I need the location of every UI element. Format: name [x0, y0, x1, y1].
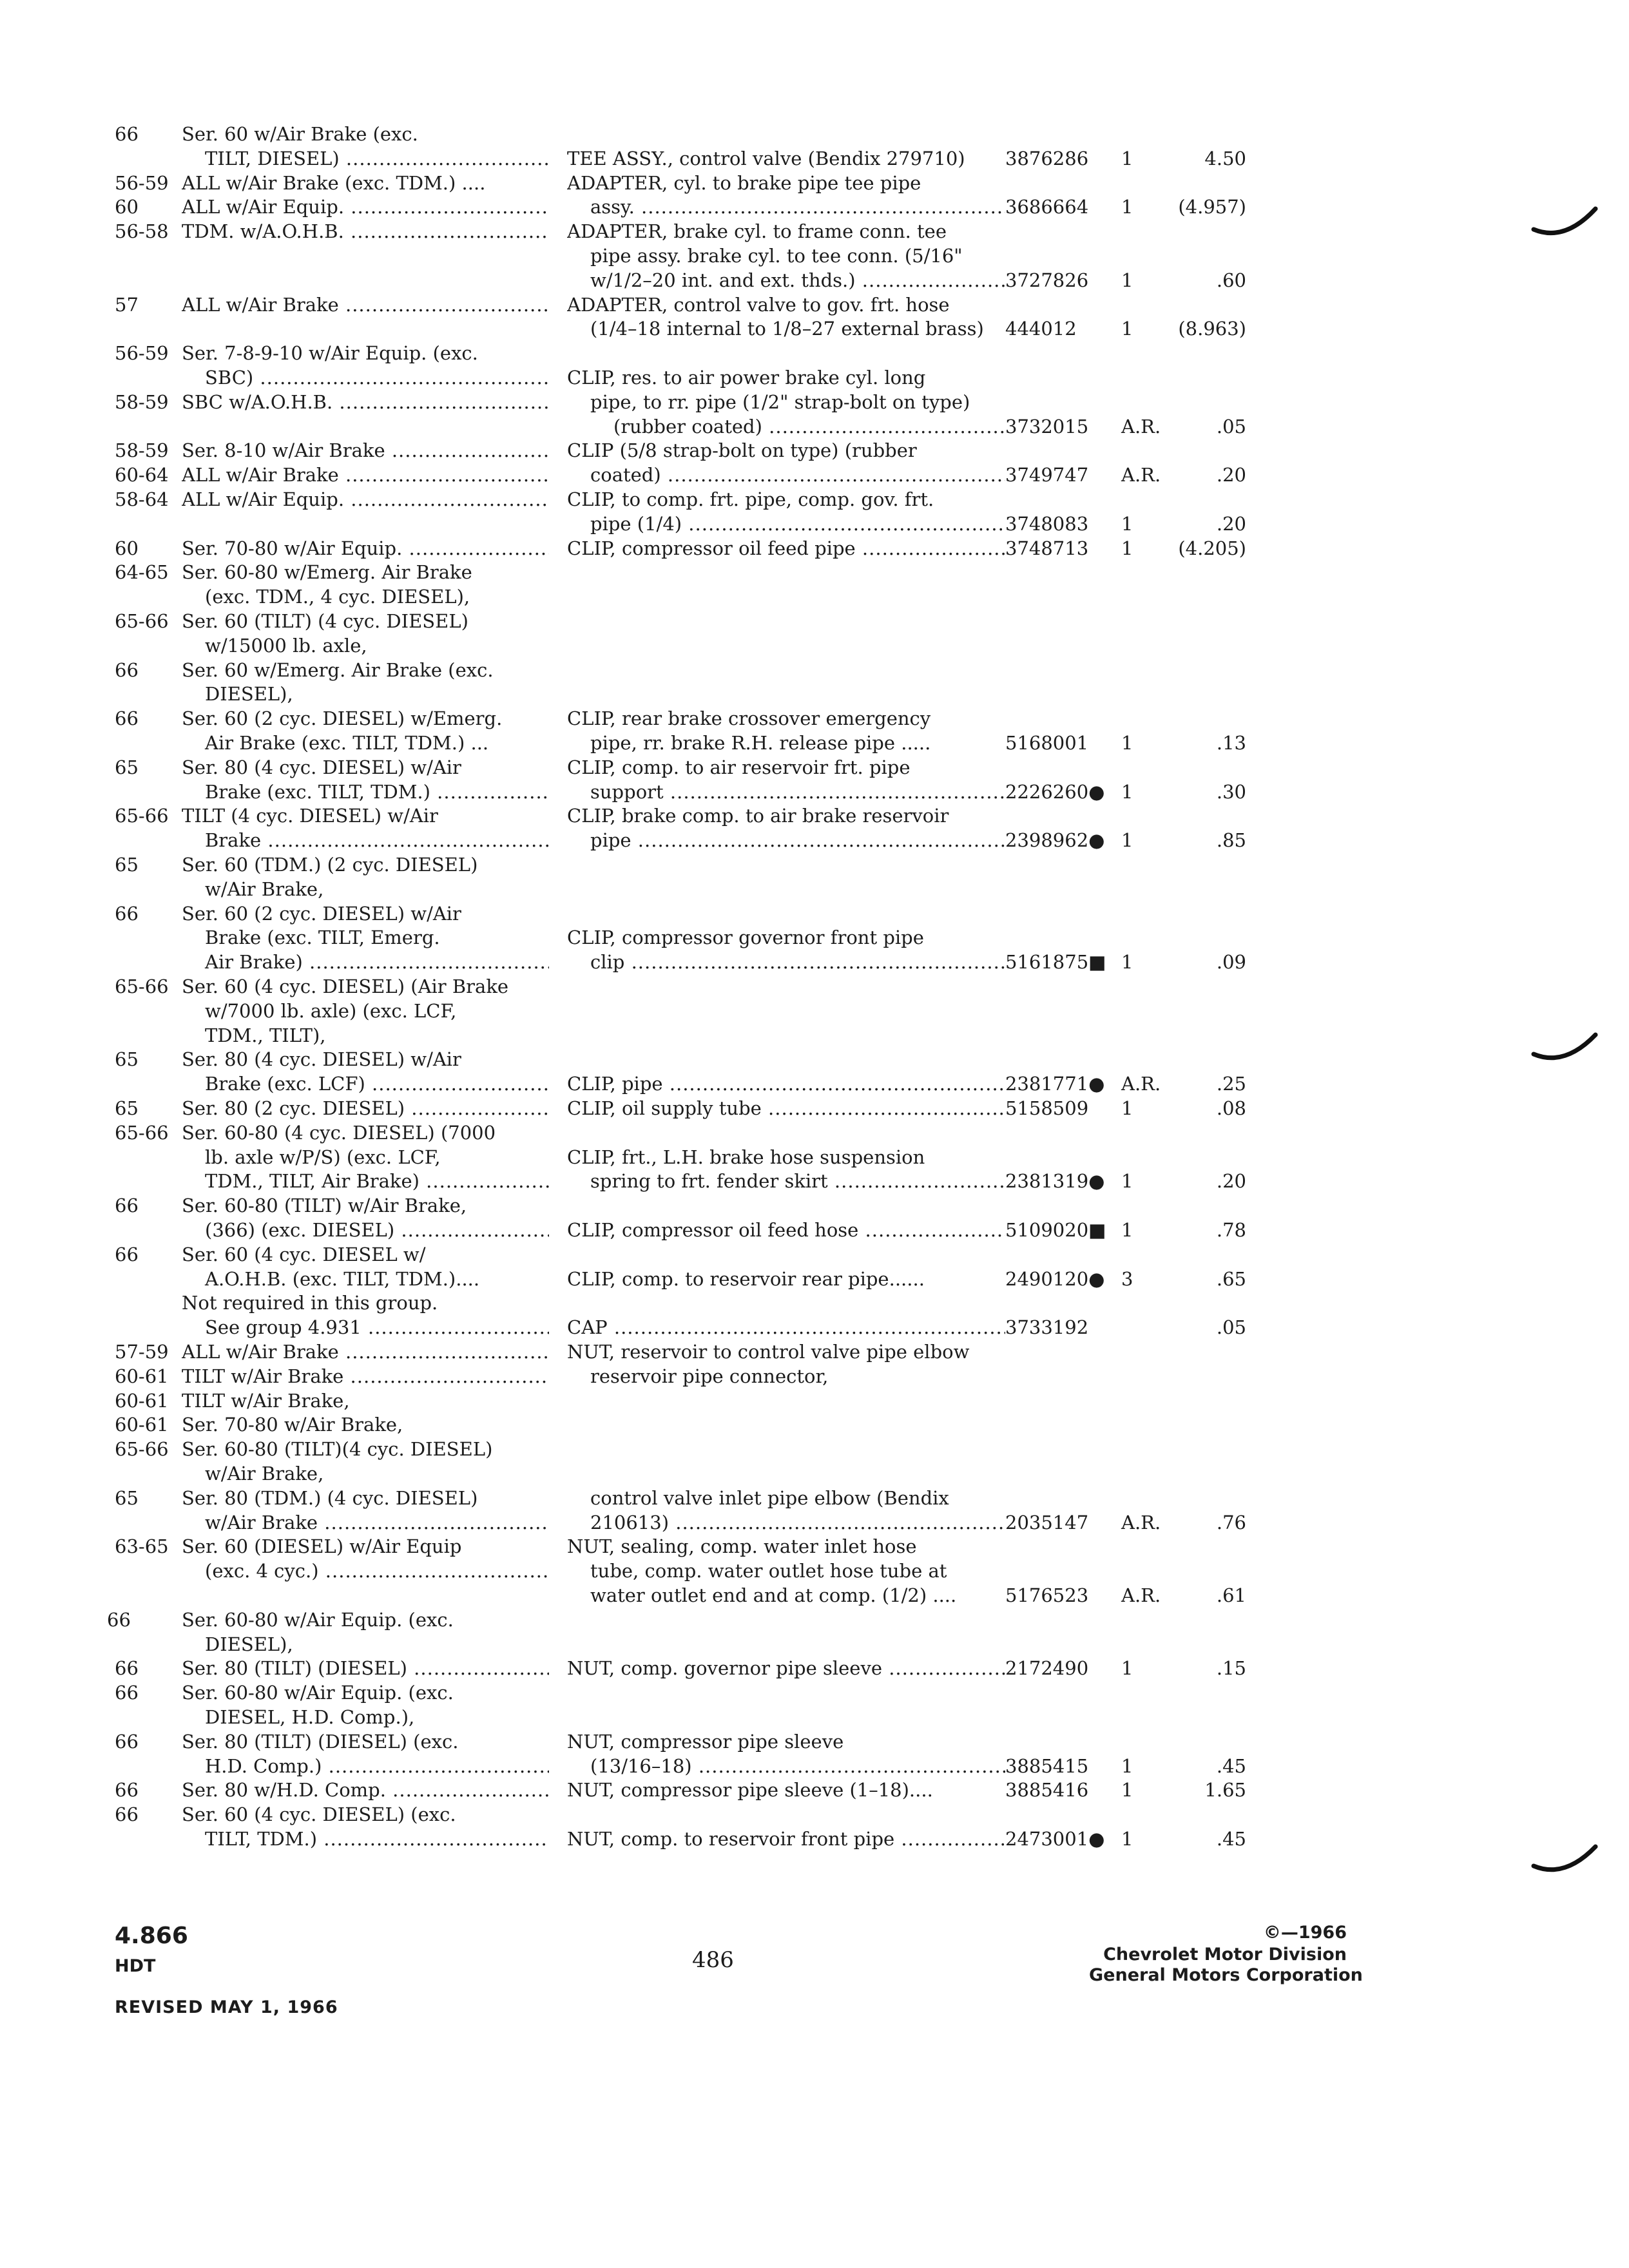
row-year: 65-66 [115, 610, 169, 632]
row-quantity: 1 [1121, 1755, 1133, 1777]
row-part-number: 2381319● [1005, 1170, 1105, 1192]
row-price: .61 [1216, 1584, 1246, 1606]
row-description: pipe (1/4) ..... [567, 511, 1005, 537]
row-model: w/Air Brake ..... [182, 1510, 549, 1535]
row-year: 66 [115, 1244, 139, 1265]
row-model: ALL w/Air Brake ..... [182, 1339, 549, 1365]
row-model: Ser. 80 (TILT) (DIESEL) ..... [182, 1655, 549, 1681]
row-description: (rubber coated) ..... [567, 414, 1005, 439]
row-year: 65 [115, 756, 139, 778]
row-part-number: 3749747 [1005, 464, 1089, 486]
row-model: ALL w/Air Equip. ..... [182, 486, 549, 512]
row-model: TILT w/Air Brake, [182, 1390, 350, 1412]
row-model: Ser. 60-80 w/Emerg. Air Brake [182, 561, 472, 583]
row-model: TILT, DIESEL) ..... [182, 146, 549, 171]
row-price: .45 [1216, 1755, 1246, 1777]
row-model: DIESEL), [205, 683, 293, 705]
row-year: 58-59 [115, 391, 169, 413]
row-model: (exc. 4 cyc.) ..... [182, 1558, 549, 1584]
row-model: Brake ..... [182, 827, 549, 853]
row-price: 1.65 [1204, 1779, 1246, 1801]
row-model: Ser. 60 (2 cyc. DIESEL) w/Emerg. [182, 707, 503, 729]
row-description: reservoir pipe connector, [590, 1365, 829, 1387]
row-part-number: 3686664 [1005, 196, 1089, 218]
row-description: CLIP, frt., L.H. brake hose suspension [567, 1146, 925, 1168]
row-price: .45 [1216, 1828, 1246, 1850]
row-part-number: 2035147 [1005, 1512, 1089, 1533]
row-quantity: 1 [1121, 537, 1133, 559]
row-quantity: 1 [1121, 196, 1133, 218]
row-year: 57 [115, 294, 139, 316]
row-model: Ser. 80 w/H.D. Comp. ..... [182, 1777, 549, 1803]
row-description: w/1/2–20 int. and ext. thds.) ..... [567, 267, 1005, 293]
row-description: CLIP, brake comp. to air brake reservoir [567, 805, 949, 827]
row-description: pipe assy. brake cyl. to tee conn. (5/16" [590, 245, 963, 267]
row-model: ALL w/Air Equip. ..... [182, 194, 549, 220]
row-part-number: 2226260● [1005, 781, 1105, 803]
row-year: 65-66 [115, 805, 169, 827]
row-description: CLIP (5/8 strap-bolt on type) (rubber [567, 439, 917, 461]
row-model: TDM., TILT), [205, 1024, 326, 1046]
row-description: TEE ASSY., control valve (Bendix 279710) [567, 148, 965, 169]
row-quantity: 1 [1121, 1219, 1133, 1241]
row-quantity: 3 [1121, 1268, 1133, 1290]
row-year: 65-66 [115, 975, 169, 997]
row-part-number: 5109020■ [1005, 1219, 1106, 1241]
row-model: ALL w/Air Brake (exc. TDM.) .... [182, 172, 486, 194]
copyright-notice: ©—1966 [1263, 1923, 1347, 1943]
row-year: 66 [115, 123, 139, 145]
row-year: 65 [115, 1487, 139, 1509]
row-model: Air Brake) ..... [182, 949, 549, 975]
row-model: Ser. 60 w/Air Brake (exc. [182, 123, 418, 145]
row-model: Ser. 60-80 (TILT)(4 cyc. DIESEL) [182, 1438, 493, 1460]
row-model: lb. axle w/P/S) (exc. LCF, [205, 1146, 441, 1168]
row-year: 66 [115, 1195, 139, 1216]
row-year: 65 [115, 854, 139, 876]
row-quantity: 1 [1121, 829, 1133, 851]
row-price: .25 [1216, 1073, 1246, 1095]
row-quantity: A.R. [1121, 464, 1161, 486]
row-year: 66 [115, 903, 139, 925]
row-year: 65-66 [115, 1122, 169, 1144]
row-year: 66 [115, 1779, 139, 1801]
margin-mark-1 [1531, 205, 1602, 244]
row-description: (1/4–18 internal to 1/8–27 external brass) [590, 318, 984, 340]
row-part-number: 3876286 [1005, 148, 1089, 169]
row-year: 66 [115, 659, 139, 681]
row-quantity: 1 [1121, 781, 1133, 803]
row-model: TILT, TDM.) ..... [182, 1826, 549, 1852]
row-year: 66 [115, 1731, 139, 1753]
row-part-number: 5158509 [1005, 1097, 1089, 1119]
row-model: Ser. 60 (TILT) (4 cyc. DIESEL) [182, 610, 468, 632]
row-description: CLIP, compressor oil feed hose ..... [567, 1217, 1005, 1243]
row-year: 57-59 [115, 1341, 169, 1363]
row-year: 58-59 [115, 439, 169, 461]
row-quantity: 1 [1121, 148, 1133, 169]
row-description: ADAPTER, control valve to gov. frt. hose [567, 294, 950, 316]
row-model: w/15000 lb. axle, [205, 635, 367, 657]
row-model: ALL w/Air Brake ..... [182, 462, 549, 488]
row-model: TILT (4 cyc. DIESEL) w/Air [182, 805, 438, 827]
row-price: .60 [1216, 269, 1246, 291]
row-description: CLIP, res. to air power brake cyl. long [567, 367, 926, 389]
row-model: Ser. 8-10 w/Air Brake ..... [182, 437, 549, 463]
row-description: pipe, rr. brake R.H. release pipe ..... [590, 732, 931, 754]
row-part-number: 5168001 [1005, 732, 1089, 754]
row-description: assy. ..... [567, 194, 1005, 220]
row-year: 56-59 [115, 172, 169, 194]
row-description: NUT, compressor pipe sleeve [567, 1731, 844, 1753]
row-model: w/7000 lb. axle) (exc. LCF, [205, 1000, 457, 1022]
row-description: NUT, comp. to reservoir front pipe ..... [567, 1826, 1005, 1852]
row-model: Ser. 60-80 (TILT) w/Air Brake, [182, 1195, 467, 1216]
row-part-number: 2172490 [1005, 1657, 1089, 1679]
row-quantity: 1 [1121, 732, 1133, 754]
row-price: .20 [1216, 464, 1246, 486]
row-model: Brake (exc. TILT, TDM.) ..... [182, 779, 549, 805]
row-model: ALL w/Air Brake ..... [182, 292, 549, 318]
row-quantity: A.R. [1121, 1584, 1161, 1606]
row-year: 56-58 [115, 220, 169, 242]
row-part-number: 3748083 [1005, 513, 1089, 535]
row-description: (13/16–18) ..... [567, 1753, 1005, 1779]
margin-mark-3 [1531, 1843, 1602, 1881]
row-model: Brake (exc. LCF) ..... [182, 1071, 549, 1097]
row-model: DIESEL, H.D. Comp.), [205, 1706, 415, 1728]
row-quantity: A.R. [1121, 1512, 1161, 1533]
row-model: Ser. 60 (TDM.) (2 cyc. DIESEL) [182, 854, 478, 876]
row-part-number: 3727826 [1005, 269, 1089, 291]
row-description: 210613) ..... [567, 1510, 1005, 1535]
row-model: Ser. 80 (TDM.) (4 cyc. DIESEL) [182, 1487, 478, 1509]
row-description: CLIP, pipe ..... [567, 1071, 1005, 1097]
row-year: 60-61 [115, 1365, 169, 1387]
row-description: ADAPTER, brake cyl. to frame conn. tee [567, 220, 947, 242]
row-part-number: 3733192 [1005, 1316, 1089, 1338]
row-model: (exc. TDM., 4 cyc. DIESEL), [205, 586, 470, 608]
row-price: (8.963) [1178, 318, 1246, 340]
row-model: (366) (exc. DIESEL) ..... [182, 1217, 549, 1243]
row-model: Ser. 60-80 w/Air Equip. (exc. [182, 1609, 454, 1631]
row-model: Ser. 60-80 (4 cyc. DIESEL) (7000 [182, 1122, 496, 1144]
row-description: NUT, comp. governor pipe sleeve ..... [567, 1655, 1005, 1681]
row-year: 60 [115, 537, 139, 559]
row-model: w/Air Brake, [205, 878, 324, 900]
row-year: 60-61 [115, 1414, 169, 1436]
corporation-name: General Motors Corporation [1089, 1965, 1363, 1985]
row-model: Ser. 80 (TILT) (DIESEL) (exc. [182, 1731, 459, 1753]
row-year: 60-61 [115, 1390, 169, 1412]
row-year: 65-66 [115, 1438, 169, 1460]
series-label: HDT [115, 1956, 156, 1976]
row-quantity: 1 [1121, 318, 1133, 340]
row-description: pipe ..... [567, 827, 1005, 853]
row-model: Ser. 60-80 w/Air Equip. (exc. [182, 1682, 454, 1704]
row-model: w/Air Brake, [205, 1463, 324, 1485]
row-price: (4.957) [1178, 196, 1246, 218]
row-description: clip ..... [567, 949, 1005, 975]
row-model: Ser. 70-80 w/Air Equip. ..... [182, 535, 549, 561]
row-year: 65 [115, 1097, 139, 1119]
row-description: CLIP, to comp. frt. pipe, comp. gov. frt. [567, 488, 934, 510]
row-quantity: A.R. [1121, 416, 1161, 437]
row-price: .20 [1216, 513, 1246, 535]
row-year: 60-64 [115, 464, 169, 486]
row-price: .78 [1216, 1219, 1246, 1241]
row-year: 66 [115, 1682, 139, 1704]
row-price: .15 [1216, 1657, 1246, 1679]
row-price: .05 [1216, 1316, 1246, 1338]
row-part-number: 2473001● [1005, 1828, 1105, 1850]
row-model: A.O.H.B. (exc. TILT, TDM.).... [205, 1268, 480, 1290]
row-description: ADAPTER, cyl. to brake pipe tee pipe [567, 172, 921, 194]
row-description: CLIP, compressor oil feed pipe ..... [567, 535, 1005, 561]
row-part-number: 2398962● [1005, 829, 1105, 851]
row-description: tube, comp. water outlet hose tube at [590, 1560, 947, 1582]
row-price: .09 [1216, 951, 1246, 973]
row-model: Ser. 80 (2 cyc. DIESEL) ..... [182, 1095, 549, 1121]
row-model: Ser. 80 (4 cyc. DIESEL) w/Air [182, 1048, 461, 1070]
group-number: 4.866 [115, 1923, 188, 1949]
row-year: 66 [107, 1609, 131, 1631]
row-price: .76 [1216, 1512, 1246, 1533]
row-year: 56-59 [115, 342, 169, 364]
row-quantity: 1 [1121, 1170, 1133, 1192]
row-price: (4.205) [1178, 537, 1246, 559]
row-description: control valve inlet pipe elbow (Bendix [590, 1487, 949, 1509]
row-description: CLIP, rear brake crossover emergency [567, 707, 931, 729]
row-description: NUT, compressor pipe sleeve (1–18).... [567, 1779, 933, 1801]
row-year: 60 [115, 196, 139, 218]
row-part-number: 444012 [1005, 318, 1077, 340]
row-model: SBC w/A.O.H.B. ..... [182, 389, 549, 415]
row-part-number: 3885415 [1005, 1755, 1089, 1777]
row-quantity: A.R. [1121, 1073, 1161, 1095]
row-description: NUT, sealing, comp. water inlet hose [567, 1535, 917, 1557]
row-model: Ser. 60 w/Emerg. Air Brake (exc. [182, 659, 494, 681]
row-description: CLIP, compressor governor front pipe [567, 927, 924, 948]
division-name: Chevrolet Motor Division [1103, 1945, 1347, 1965]
row-model: Not required in this group. [182, 1292, 438, 1314]
row-part-number: 5176523 [1005, 1584, 1089, 1606]
row-quantity: 1 [1121, 269, 1133, 291]
row-model: Ser. 60 (4 cyc. DIESEL) (Air Brake [182, 975, 509, 997]
row-description: support ..... [567, 779, 1005, 805]
row-model: TDM. w/A.O.H.B. ..... [182, 218, 549, 244]
row-price: .30 [1216, 781, 1246, 803]
row-model: Air Brake (exc. TILT, TDM.) ... [205, 732, 489, 754]
row-year: 64-65 [115, 561, 169, 583]
row-year: 65 [115, 1048, 139, 1070]
row-price: .85 [1216, 829, 1246, 851]
row-price: .65 [1216, 1268, 1246, 1290]
row-part-number: 3748713 [1005, 537, 1089, 559]
row-quantity: 1 [1121, 1657, 1133, 1679]
row-year: 66 [115, 1657, 139, 1679]
row-model: H.D. Comp.) ..... [182, 1753, 549, 1779]
row-model: TDM., TILT, Air Brake) ..... [182, 1168, 549, 1194]
row-model: Brake (exc. TILT, Emerg. [205, 927, 440, 948]
page-number: 486 [692, 1947, 734, 1973]
row-price: .13 [1216, 732, 1246, 754]
row-model: SBC) ..... [182, 365, 549, 390]
row-year: 63-65 [115, 1535, 169, 1557]
row-year: 66 [115, 1803, 139, 1825]
row-year: 66 [115, 707, 139, 729]
row-quantity: 1 [1121, 513, 1133, 535]
row-quantity: 1 [1121, 1828, 1133, 1850]
row-price: 4.50 [1204, 148, 1246, 169]
row-description: NUT, reservoir to control valve pipe elbow [567, 1341, 970, 1363]
row-description: pipe, to rr. pipe (1/2" strap-bolt on type) [590, 391, 970, 413]
row-model: Ser. 60 (2 cyc. DIESEL) w/Air [182, 903, 461, 925]
revised-date: REVISED MAY 1, 1966 [115, 1997, 338, 2017]
row-description: spring to frt. fender skirt ..... [567, 1168, 1005, 1194]
row-model: Ser. 70-80 w/Air Brake, [182, 1414, 403, 1436]
row-quantity: 1 [1121, 951, 1133, 973]
row-part-number: 5161875■ [1005, 951, 1106, 973]
row-price: .08 [1216, 1097, 1246, 1119]
row-part-number: 3732015 [1005, 416, 1089, 437]
row-description: CLIP, comp. to air reservoir frt. pipe [567, 756, 911, 778]
row-part-number: 2381771● [1005, 1073, 1105, 1095]
row-model: Ser. 7-8-9-10 w/Air Equip. (exc. [182, 342, 478, 364]
row-description: CLIP, oil supply tube ..... [567, 1095, 1005, 1121]
row-model: Ser. 60 (4 cyc. DIESEL w/ [182, 1244, 426, 1265]
row-description: CAP ..... [567, 1314, 1005, 1340]
row-part-number: 3885416 [1005, 1779, 1089, 1801]
row-model: Ser. 60 (DIESEL) w/Air Equip [182, 1535, 462, 1557]
row-quantity: 1 [1121, 1779, 1133, 1801]
row-part-number: 2490120● [1005, 1268, 1105, 1290]
row-model: TILT w/Air Brake ..... [182, 1363, 549, 1389]
row-description: water outlet end and at comp. (1/2) .... [590, 1584, 957, 1606]
margin-mark-2 [1531, 1031, 1602, 1070]
row-model: See group 4.931 ..... [182, 1314, 549, 1340]
row-description: CLIP, comp. to reservoir rear pipe...... [567, 1268, 925, 1290]
row-model: DIESEL), [205, 1633, 293, 1655]
row-model: Ser. 80 (4 cyc. DIESEL) w/Air [182, 756, 461, 778]
row-model: Ser. 60 (4 cyc. DIESEL) (exc. [182, 1803, 456, 1825]
row-price: .05 [1216, 416, 1246, 437]
row-price: .20 [1216, 1170, 1246, 1192]
row-quantity: 1 [1121, 1097, 1133, 1119]
row-year: 58-64 [115, 488, 169, 510]
row-description: coated) ..... [567, 462, 1005, 488]
